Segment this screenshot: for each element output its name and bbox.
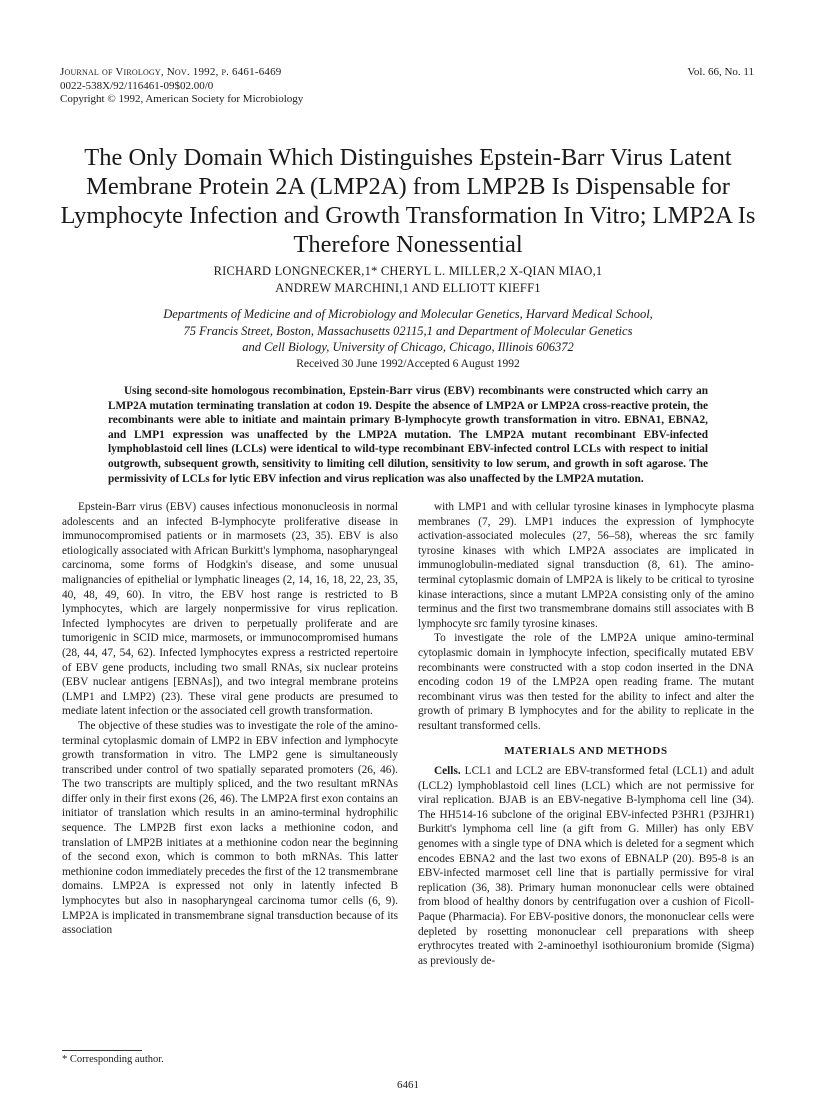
body-paragraph: Epstein-Barr virus (EBV) causes infectious mononucleosis in normal adolescents and an infected B-lymphocyte proliferative disease in immunocompromised patients or in marmosets (23, 35). EBV is also etiologically associated with African Burkitt's lymphoma, nasopharyngeal carcinoma, some forms of Hodgkin's disease, and some unusual malignancies of epithelial or lymphatic lineages (2, 14, 16, 18, 22, 23, 35, 40, 48, 49, 60). In vitro, the EBV host range is restricted to B lymphocytes, which are largely nonpermissive for virus replication. Infected lymphocytes are driven to perpetually proliferate and are tumorigenic in SCID mice, marmosets, or immunocompromised humans (28, 44, 47, 54, 62). Infected lymphocytes express a restricted repertoire of EBV gene products, including two small RNAs, six nuclear proteins (EBV nuclear antigens [EBNAs]), and two integral membrane proteins (LMP1 and LMP2) (23). These viral gene products are presumed to mediate latent infection or the associated cell growth transformation. [62, 501, 398, 718]
affiliation-line-3: and Cell Biology, University of Chicago, Chicago, Illinois 606372 [242, 340, 574, 354]
author-list [60, 263, 756, 297]
body-paragraph [418, 764, 754, 968]
footnote-divider [62, 1050, 142, 1051]
right-column [418, 500, 754, 968]
affiliations [60, 306, 756, 356]
author-line-1: RICHARD LONGNECKER,1* CHERYL L. MILLER,2 X-QIAN MIAO,1 [213, 264, 603, 278]
article-title: The Only Domain Which Distinguishes Epstein-Barr Virus Latent Membrane Protein 2A (LMP2A) from LMP2B Is Dispensable for Lymphocyte Infection and Growth Transformation In Vitro; LMP2A Is Therefore Nonessential [60, 144, 756, 258]
abstract: Using second-site homologous recombination, Epstein-Barr virus (EBV) recombinants were constructed which carry an LMP2A mutation terminating translation at codon 19. Despite the absence of LMP2A or LMP2A cross-reactive protein, the recombinants were able to initiate and maintain primary B-lymphocyte growth transformation in vitro. EBNA1, EBNA2, and LMP1 expression was unaffected by the LMP2A mutation. The LMP2A mutant recombinant EBV-infected lymphoblastoid cell lines (LCLs) were identical to wild-type recombinant EBV-infected control LCLs with respect to initial outgrowth, subsequent growth, sensitivity to limiting cell dilution, sensitivity to low serum, and growth in soft agarose. The permissivity of LCLs for lytic EBV infection and virus replication was also unaffected by the LMP2A mutation. [108, 385, 708, 485]
body-paragraph: To investigate the role of the LMP2A unique amino-terminal cytoplasmic domain in lymphocyte infection, specifically mutated EBV recombinants were constructed with a stop codon inserted in the DNA encoding codon 19 of the LMP2A open reading frame. The mutant recombinant virus was then tested for the ability to infect and alter the growth of primary B lymphocytes and for the ability to replicate in the resultant transformed cells. [418, 632, 754, 732]
footnote: * Corresponding author. [62, 1054, 164, 1065]
cells-text: LCL1 and LCL2 are EBV-transformed fetal (LCL1) and adult (LCL2) lymphoblastoid cell lines (LCL) which are not permissive for viral replication. BJAB is an EBV-negative B-lymphoma cell line (34). The HH514-16 subclone of the original EBV-infected P3HR1 (P3JHR1) Burkitt's lymphoma cell line (a gift from G. Miller) has only EBV genomes with a single type of DNA which is deleted for a segment which encodes EBNA2 and the last two exons of EBNALP (20). B95-8 is an EBV-infected marmoset cell line that is partially permissive for viral replication (36, 38). Primary human mononuclear cells were obtained from blood of healthy donors by centrifugation over a cushion of Ficoll-Paque (Pharmacia). For EBV-positive donors, the mononuclear cells were depleted by rosetting mononuclear cell preparations with sheep erythrocytes treated with 2-aminoethyl isothiouronium bromide (Sigma) as previously de- [418, 765, 755, 967]
affiliation-line-1: Departments of Medicine and of Microbiology and Molecular Genetics, Harvard Medical School, [163, 307, 653, 321]
page-number: 6461 [397, 1079, 419, 1091]
affiliation-line-2: 75 Francis Street, Boston, Massachusetts 02115,1 and Department of Molecular Genetics [183, 323, 633, 338]
journal-header [60, 66, 303, 107]
left-column [62, 500, 398, 938]
section-heading: MATERIALS AND METHODS [504, 744, 668, 757]
body-paragraph: with LMP1 and with cellular tyrosine kinases in lymphocyte plasma membranes (7, 29). LMP1 induces the expression of lymphocyte activation-associated molecules (27, 56–58), whereas the src family tyrosine kinases with which LMP2A associates are implicated in immunoglobulin-mediated signal transduction (8, 61). The amino-terminal cytoplasmic domain of LMP2A is likely to be critical to tyrosine kinase interactions, since a mutant LMP2A consisting only of the amino terminus and the first two transmembrane domains still associates with B lymphocyte src family tyrosine kinases. [418, 501, 754, 630]
body-paragraph: The objective of these studies was to investigate the role of the amino-terminal cytoplasmic domain of LMP2 in EBV infection and lymphocyte growth transformation in vitro. The LMP2 gene is simultaneously transcribed under control of two spatially separated promoters (26, 46). The two transcripts are multiply spliced, and the two resultant mRNAs differ only in their first exons (26, 46). The LMP2A first exon contains an initiator of translation which results in an amino-terminal hydrophilic sequence. The LMP2B first exon lacks a methionine codon, and translation of LMP2B initiates at a methionine codon near the beginning of the second exon, which is common to both mRNAs. This latter methionine codon immediately precedes the first of the 12 transmembrane domains. LMP2A is expressed not only in latently infected B lymphocytes but also in nasopharyngeal carcinoma tumor cells (6, 9). LMP2A is implicated in transmembrane signal transduction because of its association [62, 719, 398, 937]
run-in-heading: Cells. [434, 765, 461, 778]
copyright-line: Copyright © 1992, American Society for Microbiology [60, 93, 304, 105]
author-line-2: ANDREW MARCHINI,1 AND ELLIOTT KIEFF1 [275, 281, 541, 295]
issn-line: 0022-538X/92/116461-09$02.00/0 [60, 79, 214, 92]
journal-citation: Journal of Virology, Nov. 1992, p. 6461-6469 [60, 66, 282, 78]
received-date: Received 30 June 1992/Accepted 6 August 1992 [296, 358, 520, 370]
volume-issue: Vol. 66, No. 11 [687, 66, 754, 78]
